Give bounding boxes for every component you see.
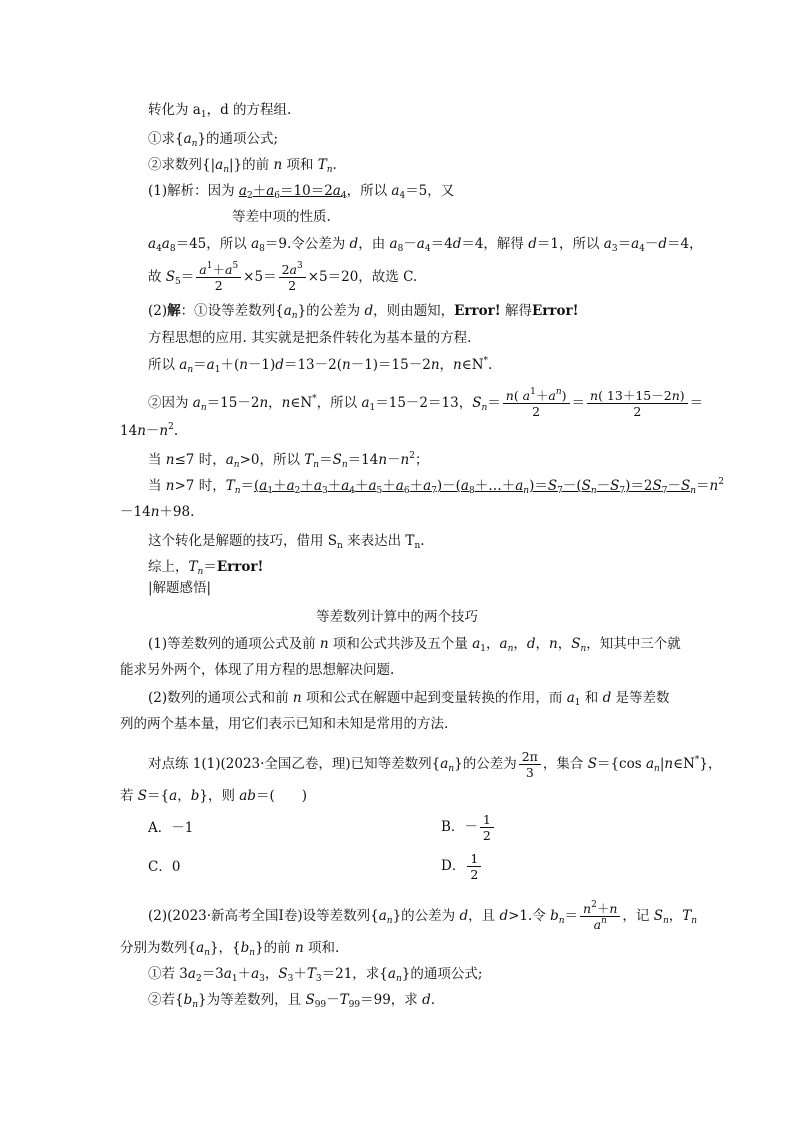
exercise-1-line-2: 若 S＝{a，b}，则 ab＝( ) (120, 788, 307, 804)
option-d: D． $\frac{1}{2}$ (441, 851, 483, 882)
exercise-2-q2: ②若$\{b_n\}$为等差数列，且 $S_{99}-T_{99}=99$，求 d. (148, 992, 436, 1010)
annotation-note: 等差中项的性质. (232, 209, 331, 225)
question-1: ①求$\{a_n\}$的通项公式; (148, 131, 279, 149)
option-b: B．－ $\frac{1}{2}$ (441, 812, 496, 843)
section-title: 等差数列计算中的两个技巧 (316, 609, 478, 625)
exercise-2-q1: ①若 $3a_2=3a_1+a_3$，$S_3+T_3=21$，求$\{a_n\}$的通项公式; (148, 966, 483, 984)
exercise-2-line-2: 分别为数列$\{a_n\}$，$\{b_n\}$的前 n 项和. (120, 940, 340, 958)
option-c: C．0 (148, 859, 181, 875)
tip-1-line: (1)等差数列的通项公式及前 n 项和公式共涉及五个量 $a_1$，$a_n$，d，n，$S_n$，知其中三个就 (148, 636, 681, 654)
annotation-note: 方程思想的应用. 其实就是把条件转化为基本量的方程. (148, 330, 472, 346)
tip-1-line-2: 能求另外两个，体现了用方程的思想解决问题. (120, 662, 395, 678)
solution-2-line: (2)解：①设等差数列$\{a_n\}$的公差为 d，则由题知，Error! 解得Error! (148, 303, 579, 321)
tip-2-line: (2)数列的通项公式和前 n 项和公式在解题中起到变量转换的作用，而 $a_1$ 和 d 是等差数 (148, 690, 670, 708)
solution-1-line-2: $a_4a_8=45$，所以 $a_8=9$.令公差为 d，由 $a_8-a_4=4d=4$，解得 d＝1，所以 $a_3=a_4-d=4$， (148, 236, 703, 254)
solution-1-line-3: 故 $S_5=$ $\frac{a^1+a^5}{2}$ ×5＝ $\frac{2a^3}{2}$ ×5＝20，故选 C. (148, 261, 418, 293)
solution-2-line-3: ②因为 $a_n=15-2n$，n∈N*，所以 $a_1=15-2=13$，$S_n=$ $\frac{n( a^1+a^n)}{2}$ ＝ $\frac{n( 13+15-2n)}{2}$ ＝ (148, 387, 704, 419)
text-line: 转化为 $a_1$，d 的方程组. (148, 102, 292, 120)
tip-2-line-2: 列的两个基本量，用它们表示已知和未知是常用的方法. (120, 716, 449, 732)
solution-2-line-5: 当 n≤7 时，$a_n>0$，所以 $T_n=S_n=14n-n^2$； (148, 451, 429, 470)
exercise-1-line: 对点练 1(1)(2023·全国乙卷，理)已知等差数列$\{a_n\}$的公差为 $\frac{2\pi}{3}$ ，集合 S＝{cos $a_n|n\in N^*$}， (148, 749, 722, 780)
exercise-2-line: (2)(2023·新高考全国Ⅰ卷)设等差数列$\{a_n\}$的公差为 d，且 d>1.令 $b_n=$ $\frac{n^2+n}{a^n}$ ，记 $S_n$，$T_n$ (148, 900, 698, 932)
solution-2-line-4: $14n-n^2$. (120, 422, 179, 439)
option-a: A．－1 (148, 820, 194, 836)
solution-conclusion: 综上，$T_n=Error$! (148, 559, 264, 577)
question-2: ②求数列$\{|a_n|\}$的前 n 项和 $T_n$. (148, 157, 337, 175)
annotation-note: 这个转化是解题的技巧，借用 $S_n$ 来表达出 $T_n$. (148, 533, 425, 551)
solution-2-line-6: 当 n>7 时，$T_n=(a_1+a_2+a_3+a_4+a_5+a_6+a_7)-(a_8+\dots+a_n)=S_7-(S_n-S_7)=2S_7-S_n=n^2$ (148, 477, 724, 496)
solution-2-line-2: 所以 $a_n=a_1+(n-1)d=13-2(n-1)=15-2n$，n∈N*. (148, 356, 493, 375)
solution-1-line: (1)解析：因为 $a_2+a_6=10=2a_4$，所以 $a_4=5$，又 (148, 183, 455, 201)
section-label: |解题感悟| (148, 580, 212, 596)
solution-2-line-7: －14n＋98. (120, 504, 195, 520)
